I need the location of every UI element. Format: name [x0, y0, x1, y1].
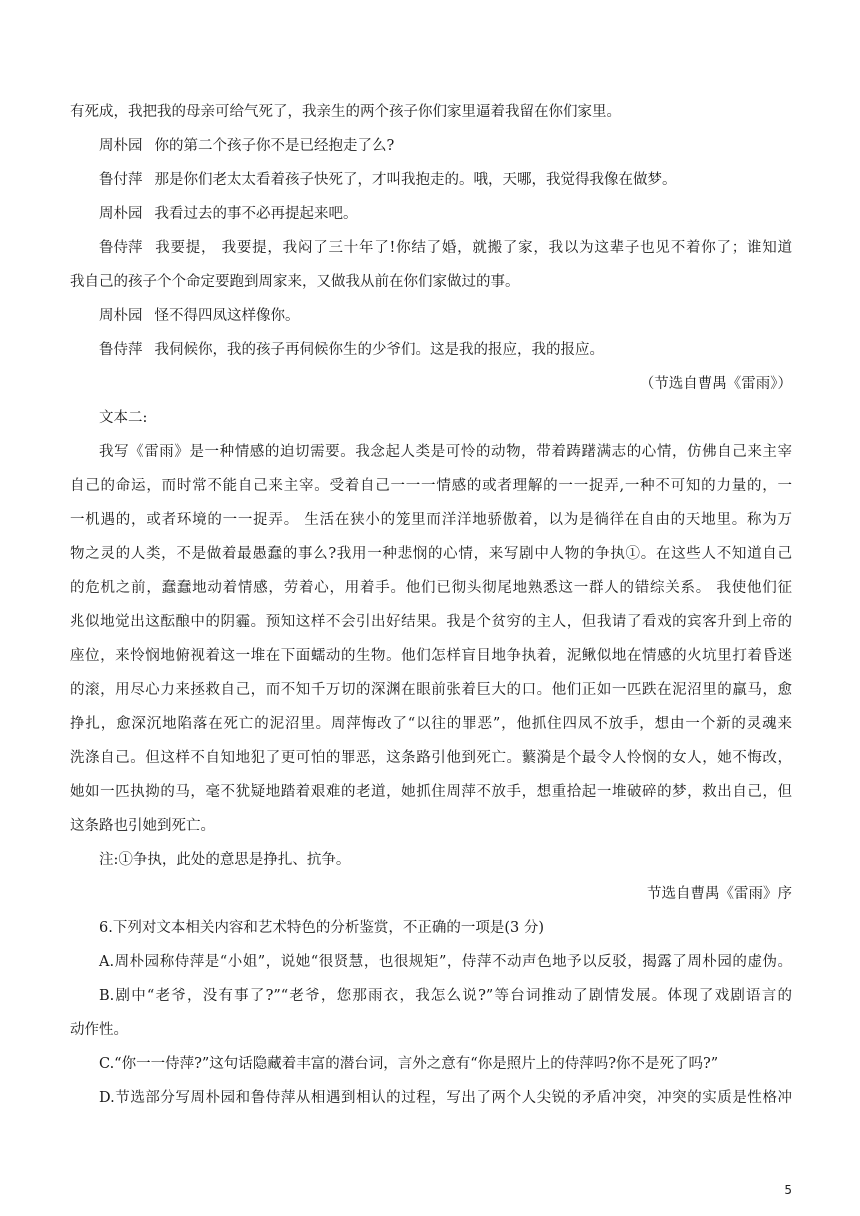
- paragraph-line: B.剧中“老爷，没有事了?”“老爷，您那雨衣，我怎么说?”等台词推动了剧情发展。体现了戏剧语言的: [99, 988, 792, 1004]
- dialogue-text: 我要提， 我要提，我闷了三十年了!你结了婚，就搬了家，我以为这辈子也见不着你了；谁知道: [154, 240, 792, 256]
- paragraph-line: 有死成，我把我的母亲可给气死了，我亲生的两个孩子你们家里逼着我留在你们家里。: [70, 104, 621, 120]
- paragraph-line: 我写《雷雨》是一种情感的迫切需要。我念起人类是可怜的动物，带着踌躇满志的心情，仿佛自己来主宰: [99, 444, 792, 460]
- paragraph-line: 挣扎，愈深沉地陷落在死亡的泥沼里。周萍悔改了“以往的罪恶”，他抓住四凤不放手，想由一个新的灵魂来: [70, 716, 792, 732]
- dialogue-line: [70, 197, 792, 231]
- paragraph-line: 这条路也引她到死亡。: [70, 818, 215, 834]
- paragraph-line: 座位，来怜悯地俯视着这一堆在下面蠕动的生物。他们怎样盲目地争执着，泥鳅似地在情感的火坑里打着昏迷: [70, 648, 792, 664]
- dialogue-text: 怪不得四凤这样像你。: [154, 308, 300, 324]
- paragraph-line: 注:①争执，此处的意思是挣扎、抗争。: [99, 852, 351, 868]
- source-citation: 节选自曹禺《雷雨》序: [647, 886, 792, 902]
- paragraph-line: 的危机之前，蠢蠢地动着情感，劳着心，用着手。他们已彻头彻尾地熟悉这一群人的错综关系。 我使他们征: [70, 580, 792, 596]
- dialogue-text: 那是你们老太太看着孩子快死了，才叫我抱走的。哦，天哪，我觉得我像在做梦。: [154, 172, 677, 188]
- speaker-name: 鲁侍萍: [99, 240, 143, 256]
- paragraph-line: 她如一匹执拗的马，毫不犹疑地踏着艰难的老道，她抓住周萍不放手，想重拾起一堆破碎的梦，救出自己，但: [70, 784, 792, 800]
- dialogue-line: [70, 129, 792, 163]
- paragraph-line: 6.下列对文本相关内容和艺术特色的分析鉴赏，不正确的一项是(3 分): [99, 920, 544, 936]
- paragraph-line: 文本二:: [99, 410, 148, 426]
- dialogue-line: [70, 299, 792, 333]
- dialogue-text: 我伺候你，我的孩子再伺候你生的少爷们。这是我的报应，我的报应。: [154, 342, 604, 358]
- paragraph-line: D.节选部分写周朴园和鲁侍萍从相遇到相认的过程，写出了两个人尖锐的矛盾冲突，冲突的实质是性格冲: [99, 1090, 792, 1106]
- paragraph-line: 一机遇的，或者环境的一一捉弄。 生活在狭小的笼里而洋洋地骄傲着，以为是徜徉在自由的天地里。称为万: [70, 512, 792, 528]
- dialogue-text: 你的第二个孩子你不是已经抱走了么?: [154, 138, 395, 154]
- speaker-name: 周朴园: [99, 308, 143, 324]
- dialogue-text: 我看过去的事不必再提起来吧。: [154, 206, 358, 222]
- source-citation: （节选自曹禺《雷雨》）: [639, 376, 792, 392]
- paragraph-line: A.周朴园称侍萍是“小姐”，说她“很贤慧，也很规矩”，侍萍不动声色地予以反驳，揭露了周朴园的虚伪。: [99, 954, 792, 970]
- dialogue-line: [70, 163, 792, 197]
- speaker-name: 周朴园: [99, 138, 143, 154]
- paragraph-line: 兆似地觉出这酝酿中的阴霾。预知这样不会引出好结果。我是个贫穷的主人，但我请了看戏的宾客升到上帝的: [70, 614, 792, 630]
- paragraph-line: 自己的命运，而时常不能自己来主宰。受着自己一一一情感的或者理解的一一捉弄,一种不可知的力量的，一: [70, 478, 792, 494]
- paragraph-line: 的滚，用尽心力来拯救自己，而不知千万切的深渊在眼前张着巨大的口。他们正如一匹跌在泥沼里的羸马，愈: [70, 682, 792, 698]
- paragraph-line: 洗涤自己。但这样不自知地犯了更可怕的罪恶，这条路引他到死亡。蘩漪是个最令人怜悯的女人，她不悔改，: [70, 750, 792, 766]
- paragraph-line: 物之灵的人类，不是做着最愚蠢的事么?我用一种悲悯的心情，来写剧中人物的争执①。在这些人不知道自己: [70, 546, 792, 562]
- speaker-name: 鲁付萍: [99, 172, 143, 188]
- paragraph-line: 动作性。: [70, 1022, 128, 1038]
- dialogue-line: [70, 333, 792, 367]
- page-number: 5: [784, 1183, 792, 1197]
- speaker-name: 周朴园: [99, 206, 143, 222]
- paragraph-line: 我自己的孩子个个命定要跑到周家来，又做我从前在你们家做过的事。: [70, 274, 520, 290]
- body-text: [70, 95, 792, 1115]
- paragraph-line: C.“你一一侍萍?”这句话隐藏着丰富的潜台词，言外之意有“你是照片上的侍萍吗?你不是死了吗?”: [99, 1056, 719, 1072]
- speaker-name: 鲁侍萍: [99, 342, 143, 358]
- dialogue-line: [70, 231, 792, 265]
